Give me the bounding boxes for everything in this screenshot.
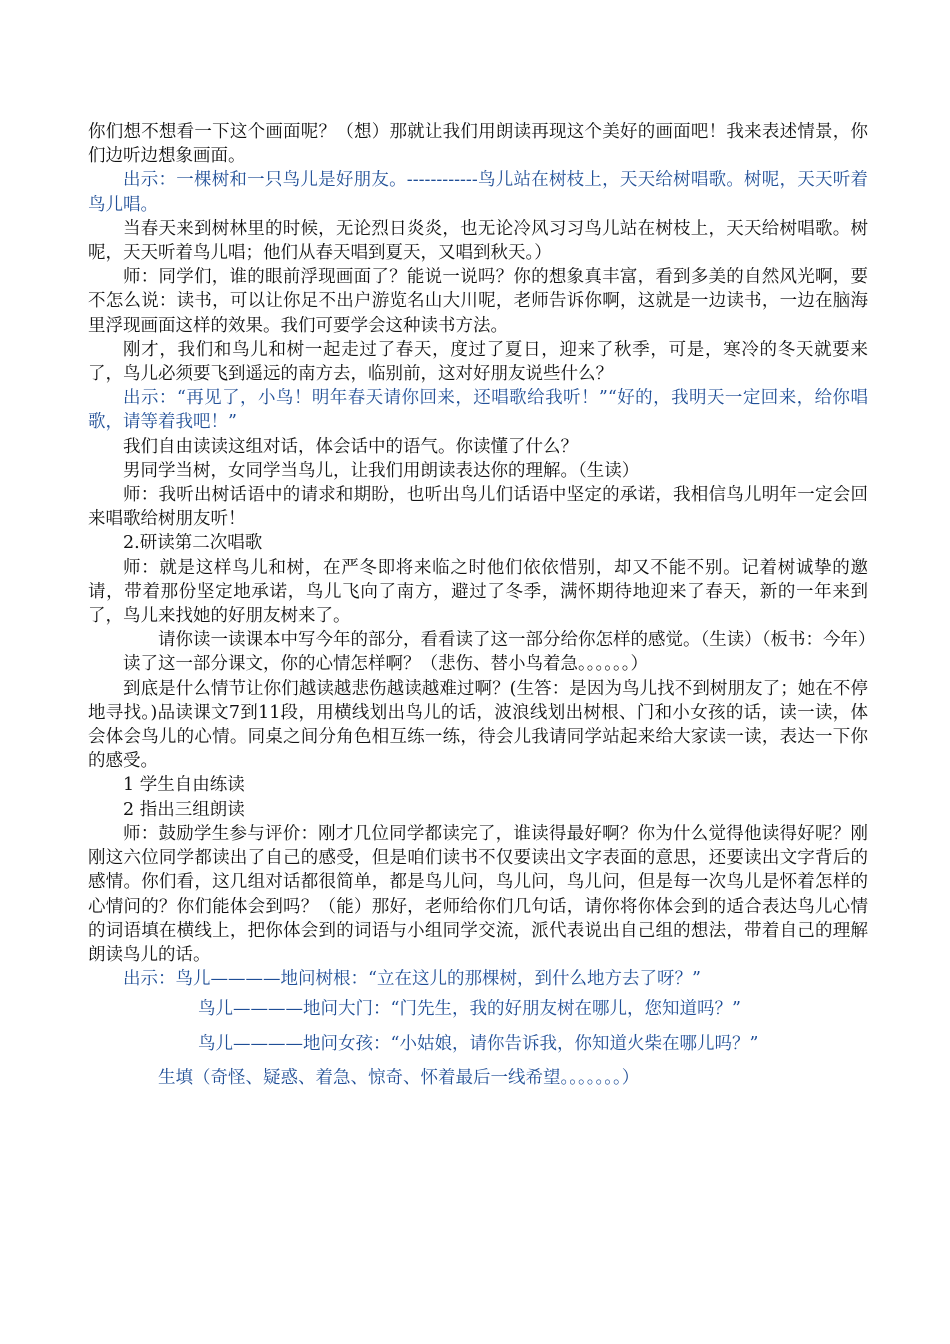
paragraph: 读了这一部分课文，你的心情怎样啊？（悲伤、替小鸟着急。。。。。。） [123,654,648,675]
list-item: 1 学生自由练读 [123,775,245,796]
paragraph: 请你读一读课本中写今年的部分，看看读了这一部分给你怎样的感觉。（生读）（板书：今年） [158,630,876,651]
paragraph: 师：鼓励学生参与评价：刚才几位同学都读完了，谁读得最好啊？你为什么觉得他读得好呢？刚刚这六位同学都读出了自己的感受，但是咱们读书不仅要读出文字表面的意思，还要读出文字背后的感情。你们看，这几组对话都很简单，都是鸟儿问，鸟儿问，鸟儿问，但是每一次鸟儿是怀着怎样的心情问的？你们能体会到吗？（能）那好，老师给你们几句话，请你将你体会到的适合表达鸟儿心情的词语填在横线上，把你体会到的词语与小组同学交流，派代表说出自己组的想法，带着自己的理解朗读鸟儿的话。 [88,823,868,965]
section-heading: 2.研读第二次唱歌 [123,533,263,554]
paragraph: 到底是什么情节让你们越读越悲伤越读越难过啊？(生答：是因为鸟儿找不到树朋友了；她在不停地寻找。)品读课文7到11段，用横线划出鸟儿的话，波浪线划出树根、门和小女孩的话，读一读，体会体会鸟儿的心情。同桌之间分角色相互练一练，待会儿我请同学站起来给大家读一读，表达一下你的感受。 [88,678,868,772]
display-prompt: 鸟儿————地问女孩：“小姑娘，请你告诉我，你知道火柴在哪儿吗？” [198,1033,759,1054]
paragraph: 你们想不想看一下这个画面呢？（想）那就让我们用朗读再现这个美好的画面吧！我来表述情景，你们边听边想象画面。 [88,122,868,167]
display-prompt: 出示：鸟儿————地问树根：“立在这儿的那棵树，到什么地方去了呀？” [123,969,701,990]
student-answer: 生填（奇怪、疑惑、着急、惊奇、怀着最后一线希望。。。。。。。） [158,1067,640,1088]
paragraph: 我们自由读读这组对话，体会话中的语气。你读懂了什么？ [123,436,578,457]
display-prompt: 出示：“再见了，小鸟！明年春天请你回来，还唱歌给我听！”“好的，我明天一定回来，给你唱歌，请等着我吧！” [88,388,868,433]
paragraph: 当春天来到树林里的时候，无论烈日炎炎，也无论冷风习习鸟儿站在树枝上，天天给树唱歌。树呢，天天听着鸟儿唱；他们从春天唱到夏天，又唱到秋天。） [88,218,868,264]
paragraph: 师：就是这样鸟儿和树，在严冬即将来临之时他们依依惜别，却又不能不别。记着树诚挚的邀请，带着那份坚定地承诺，鸟儿飞向了南方，避过了冬季，满怀期待地迎来了春天，新的一年来到了，鸟儿来找她的好朋友树来了。 [88,557,868,627]
display-prompt: 出示：一棵树和一只鸟儿是好朋友。------------鸟儿站在树枝上，天天给树唱歌。树呢，天天听着鸟儿唱。 [88,170,868,215]
list-item: 2 指出三组朗读 [123,799,245,820]
display-prompt: 鸟儿————地问大门：“门先生，我的好朋友树在哪儿，您知道吗？” [198,999,741,1020]
paragraph: 师：同学们，谁的眼前浮现画面了？能说一说吗？你的想象真丰富，看到多美的自然风光啊，要不怎么说：读书，可以让你足不出户游览名山大川呢，老师告诉你啊，这就是一边读书，一边在脑海里浮现画面这样的效果。我们可要学会这种读书方法。 [88,267,868,336]
paragraph: 刚才，我们和鸟儿和树一起走过了春天，度过了夏日，迎来了秋季，可是，寒冷的冬天就要来了，鸟儿必须要飞到遥远的南方去，临别前，这对好朋友说些什么？ [88,339,868,385]
document-page [88,120,876,1090]
paragraph: 师：我听出树话语中的请求和期盼，也听出鸟儿们话语中坚定的承诺，我相信鸟儿明年一定会回来唱歌给树朋友听！ [88,485,868,530]
paragraph: 男同学当树，女同学当鸟儿，让我们用朗读表达你的理解。（生读） [123,460,640,481]
